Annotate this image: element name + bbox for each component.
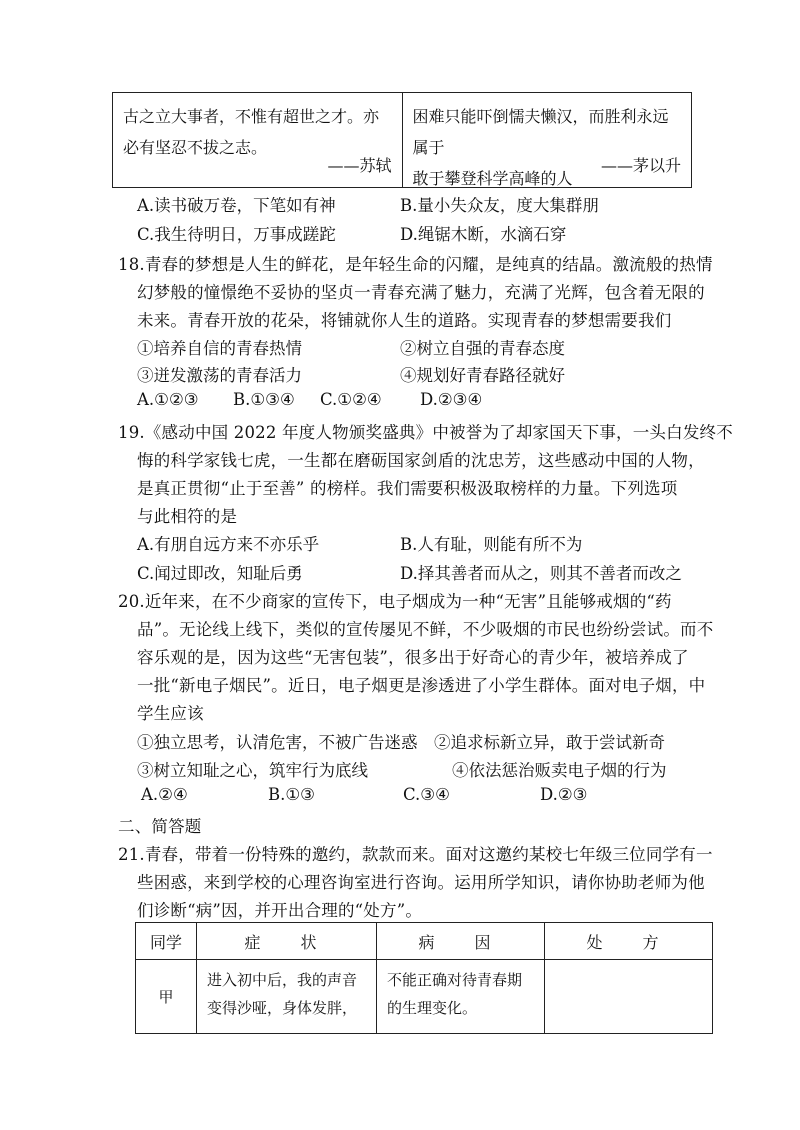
quote-table [112,92,692,188]
table-cell-prescription[interactable] [545,960,713,1034]
quote-cell-right [402,93,692,187]
q17-option-c: C.我生待明日，万事成蹉跎 [137,225,336,244]
q20-stem: 一批“新电子烟民”。近日，电子烟更是渗透进了小学生群体。面对电子烟，中 [137,676,706,695]
quote-text: 敢于攀登科学高峰的人 [412,169,573,188]
q20-stem: 容乐观的是，因为这些“无害包装”，很多出于好奇心的青少年，被培养成了 [137,648,689,667]
table-header-row [136,923,713,960]
q20-stem: 品”。无论线上线下，类似的宣传屡见不鲜，不少吸烟的市民也纷纷尝试。而不 [137,620,714,639]
q18-item: ①培养自信的青春热情 [137,339,302,358]
q20-item: ①独立思考，认清危害，不被广告迷惑 [137,733,418,752]
table-cell-student: 甲 [136,960,197,1034]
quote-text: 必有坚忍不拔之志。 [123,138,268,157]
q17-option-b: B.量小失众友，度大集群朋 [400,196,599,215]
table-header: 处 方 [545,923,713,960]
q19-option-a: A.有朋自远方来不亦乐乎 [137,535,320,554]
q19-stem: 是真正贯彻“止于至善” 的榜样。我们需要积极汲取榜样的力量。下列选项 [137,479,678,498]
q17-option-d: D.绳锯木断，水滴石穿 [400,225,567,244]
q19-stem: 与此相符的是 [137,507,238,526]
table-cell-cause: 不能正确对待青春期的生理变化。 [377,960,545,1034]
q20-option-c: C.③④ [403,785,450,804]
quote-text: 古之立大事者，不惟有超世之才。亦 [123,107,380,126]
q18-stem: 18.青春的梦想是人生的鲜花，是年轻生命的闪耀，是纯真的结晶。激流般的热情 [118,255,713,274]
table-row [136,960,713,1034]
q20-option-b: B.①③ [268,785,315,804]
q18-item: ②树立自强的青春态度 [400,339,565,358]
quote-text: 困难只能吓倒懦夫懒汉，而胜利永远属于 [412,107,669,157]
section-heading: 二、简答题 [118,817,202,836]
q20-stem: 学生应该 [137,704,204,723]
table-header: 病 因 [377,923,545,960]
q18-option-c: C.①②④ [320,390,382,409]
q18-option-a: A.①②③ [137,390,199,409]
q20-stem: 20.近年来，在不少商家的宣传下，电子烟成为一种“无害”且能够戒烟的“药 [118,592,672,611]
table-header: 同学 [136,923,197,960]
q20-item: ③树立知耻之心，筑牢行为底线 [137,761,368,780]
q19-option-d: D.择其善者而从之，则其不善者而改之 [400,564,682,583]
q19-option-c: C.闻过即改，知耻后勇 [137,564,303,583]
q18-item: ③迸发激荡的青春活力 [137,366,302,385]
q19-stem: 19.《感动中国 2022 年度人物颁奖盛典》中被誉为了却家国天下事，一头白发终不 [118,423,733,442]
q18-option-b: B.①③④ [233,390,295,409]
q21-stem: 些困惑，来到学校的心理咨询室进行咨询。运用所学知识，请你协助老师为他 [137,873,705,892]
quote-author: ——苏轼 [327,156,392,175]
q20-item: ②追求标新立异，敢于尝试新奇 [434,733,665,752]
q18-stem: 未来。青春开放的花朵，将铺就你人生的道路。实现青春的梦想需要我们 [137,311,672,330]
table-header: 症 状 [197,923,377,960]
quote-author: ——茅以升 [600,156,681,175]
q21-stem: 21.青春，带着一份特殊的邀约，款款而来。面对这邀约某校七年级三位同学有一 [118,845,713,864]
q19-stem: 悔的科学家钱七虎，一生都在磨砺国家剑盾的沈忠芳，这些感动中国的人物， [137,451,705,470]
q21-stem: 们诊断“病”因，并开出合理的“处方”。 [137,901,423,920]
q18-item: ④规划好青春路径就好 [400,366,565,385]
quote-cell-left [113,93,402,187]
q18-option-d: D.②③④ [420,390,483,409]
q17-option-a: A.读书破万卷，下笔如有神 [137,196,336,215]
q19-option-b: B.人有耻，则能有所不为 [400,535,583,554]
table-cell-symptom: 进入初中后，我的声音变得沙哑，身体发胖， [197,960,377,1034]
diagnosis-table [135,922,713,1034]
q20-item: ④依法惩治贩卖电子烟的行为 [452,761,667,780]
q20-option-d: D.②③ [540,785,588,804]
q18-stem: 幻梦般的憧憬绝不妥协的坚贞一青春充满了魅力，充满了光辉，包含着无限的 [137,283,705,302]
q20-option-a: A.②④ [141,785,188,804]
